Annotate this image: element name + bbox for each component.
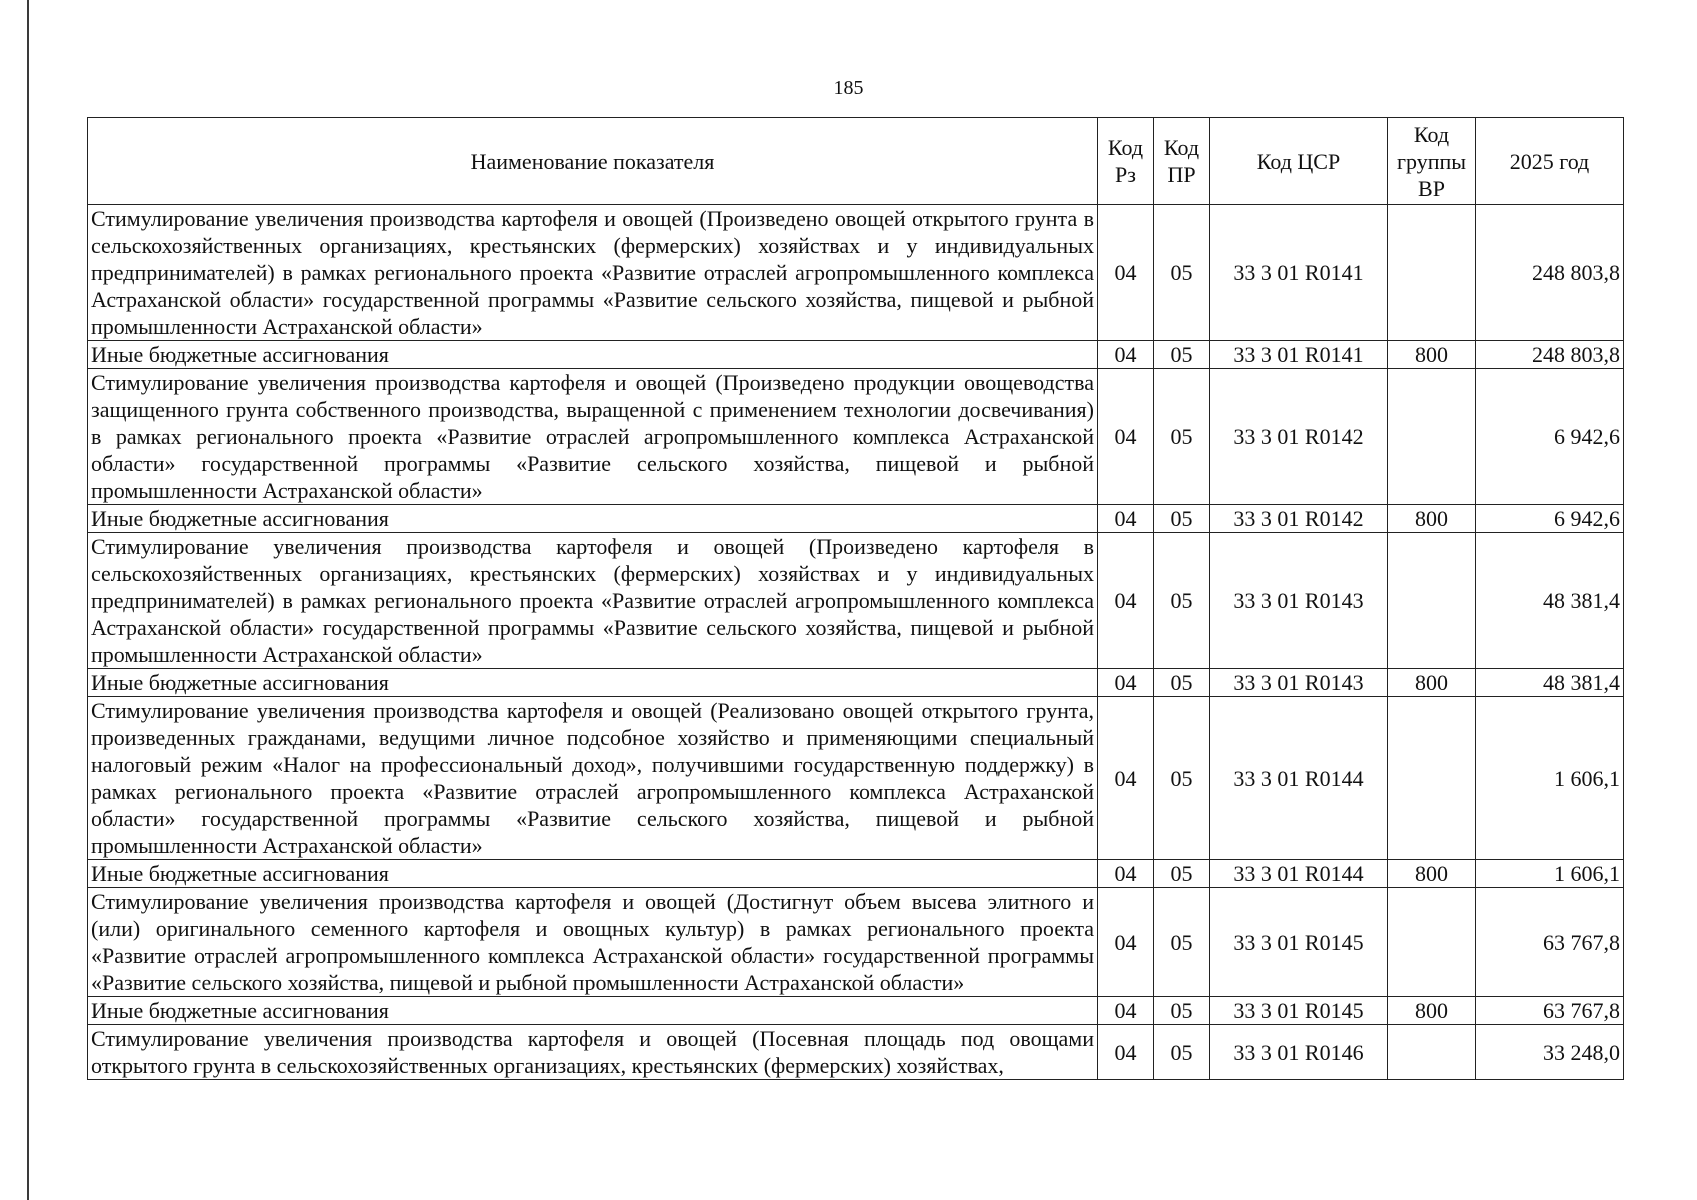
cell-amount: 48 381,4 xyxy=(1476,669,1624,697)
header-name: Наименование показателя xyxy=(88,118,1098,205)
cell-amount: 6 942,6 xyxy=(1476,369,1624,505)
cell-vr: 800 xyxy=(1388,505,1476,533)
cell-pr: 05 xyxy=(1154,888,1210,997)
cell-rz: 04 xyxy=(1098,860,1154,888)
cell-csr: 33 3 01 R0141 xyxy=(1210,205,1388,341)
cell-pr: 05 xyxy=(1154,533,1210,669)
page-left-border-line xyxy=(27,0,29,1200)
table-row xyxy=(88,669,1624,697)
page-number: 185 xyxy=(833,77,864,99)
cell-pr: 05 xyxy=(1154,505,1210,533)
cell-csr: 33 3 01 R0142 xyxy=(1210,369,1388,505)
table-row xyxy=(88,341,1624,369)
table-row xyxy=(88,369,1624,505)
header-pr: Код ПР xyxy=(1154,118,1210,205)
cell-rz: 04 xyxy=(1098,669,1154,697)
cell-amount: 1 606,1 xyxy=(1476,697,1624,860)
cell-rz: 04 xyxy=(1098,369,1154,505)
table-row xyxy=(88,533,1624,669)
cell-vr xyxy=(1388,533,1476,669)
cell-vr xyxy=(1388,1025,1476,1080)
table-row xyxy=(88,697,1624,860)
cell-vr: 800 xyxy=(1388,997,1476,1025)
cell-vr xyxy=(1388,369,1476,505)
cell-name: Стимулирование увеличения производства картофеля и овощей (Достигнут объем высева элитного и (или) оригинального семенного картофеля и овощных культур) в рамках регионального проекта «Развитие отраслей агропромышленного комплекса Астраханской области» государственной программы «Развитие сельского хозяйства, пищевой и рыбной промышленности Астраханской области» xyxy=(88,888,1098,997)
cell-pr: 05 xyxy=(1154,860,1210,888)
cell-vr: 800 xyxy=(1388,860,1476,888)
cell-name: Стимулирование увеличения производства картофеля и овощей (Произведено продукции овощеводства защищенного грунта собственного производства, выращенной с применением технологии досвечивания) в рамках регионального проекта «Развитие отраслей агропромышленного комплекса Астраханской области» государственной программы «Развитие сельского хозяйства, пищевой и рыбной промышленности Астраханской области» xyxy=(88,369,1098,505)
cell-amount: 6 942,6 xyxy=(1476,505,1624,533)
cell-amount: 63 767,8 xyxy=(1476,888,1624,997)
header-csr: Код ЦСР xyxy=(1210,118,1388,205)
cell-vr: 800 xyxy=(1388,341,1476,369)
table-row xyxy=(88,1025,1624,1080)
cell-pr: 05 xyxy=(1154,997,1210,1025)
cell-rz: 04 xyxy=(1098,1025,1154,1080)
cell-vr xyxy=(1388,205,1476,341)
cell-rz: 04 xyxy=(1098,697,1154,860)
cell-name: Стимулирование увеличения производства картофеля и овощей (Произведено овощей открытого грунта в сельскохозяйственных организациях, крестьянских (фермерских) хозяйствах и у индивидуальных предпринимателей) в рамках регионального проекта «Развитие отраслей агропромышленного комплекса Астраханской области» государственной программы «Развитие сельского хозяйства, пищевой и рыбной промышленности Астраханской области» xyxy=(88,205,1098,341)
cell-name: Иные бюджетные ассигнования xyxy=(88,669,1098,697)
cell-pr: 05 xyxy=(1154,205,1210,341)
table-row xyxy=(88,205,1624,341)
cell-amount: 1 606,1 xyxy=(1476,860,1624,888)
cell-csr: 33 3 01 R0146 xyxy=(1210,1025,1388,1080)
cell-amount: 248 803,8 xyxy=(1476,341,1624,369)
cell-name: Стимулирование увеличения производства картофеля и овощей (Посевная площадь под овощами открытого грунта в сельскохозяйственных организациях, крестьянских (фермерских) хозяйствах, xyxy=(88,1025,1098,1080)
cell-pr: 05 xyxy=(1154,369,1210,505)
cell-rz: 04 xyxy=(1098,205,1154,341)
cell-vr: 800 xyxy=(1388,669,1476,697)
table-row xyxy=(88,505,1624,533)
header-year: 2025 год xyxy=(1476,118,1624,205)
cell-csr: 33 3 01 R0144 xyxy=(1210,697,1388,860)
header-rz: Код Рз xyxy=(1098,118,1154,205)
table-row xyxy=(88,860,1624,888)
cell-name: Иные бюджетные ассигнования xyxy=(88,997,1098,1025)
table-row xyxy=(88,888,1624,997)
cell-amount: 63 767,8 xyxy=(1476,997,1624,1025)
cell-amount: 248 803,8 xyxy=(1476,205,1624,341)
cell-pr: 05 xyxy=(1154,697,1210,860)
budget-table xyxy=(87,117,1624,1080)
cell-name: Стимулирование увеличения производства картофеля и овощей (Произведено картофеля в сельскохозяйственных организациях, крестьянских (фермерских) хозяйствах и у индивидуальных предпринимателей) в рамках регионального проекта «Развитие отраслей агропромышленного комплекса Астраханской области» государственной программы «Развитие сельского хозяйства, пищевой и рыбной промышленности Астраханской области» xyxy=(88,533,1098,669)
header-vr: Код группы ВР xyxy=(1388,118,1476,205)
cell-vr xyxy=(1388,888,1476,997)
cell-pr: 05 xyxy=(1154,341,1210,369)
cell-pr: 05 xyxy=(1154,1025,1210,1080)
cell-csr: 33 3 01 R0145 xyxy=(1210,888,1388,997)
table-header-row xyxy=(88,118,1624,205)
cell-rz: 04 xyxy=(1098,888,1154,997)
cell-rz: 04 xyxy=(1098,341,1154,369)
cell-pr: 05 xyxy=(1154,669,1210,697)
cell-name: Иные бюджетные ассигнования xyxy=(88,505,1098,533)
cell-csr: 33 3 01 R0144 xyxy=(1210,860,1388,888)
cell-rz: 04 xyxy=(1098,533,1154,669)
cell-csr: 33 3 01 R0141 xyxy=(1210,341,1388,369)
cell-csr: 33 3 01 R0145 xyxy=(1210,997,1388,1025)
cell-name: Иные бюджетные ассигнования xyxy=(88,860,1098,888)
cell-rz: 04 xyxy=(1098,997,1154,1025)
cell-name: Иные бюджетные ассигнования xyxy=(88,341,1098,369)
cell-vr xyxy=(1388,697,1476,860)
cell-amount: 33 248,0 xyxy=(1476,1025,1624,1080)
cell-amount: 48 381,4 xyxy=(1476,533,1624,669)
table-row xyxy=(88,997,1624,1025)
cell-csr: 33 3 01 R0143 xyxy=(1210,669,1388,697)
cell-rz: 04 xyxy=(1098,505,1154,533)
cell-name: Стимулирование увеличения производства картофеля и овощей (Реализовано овощей открытого грунта, произведенных гражданами, ведущими личное подсобное хозяйство и применяющими специальный налоговый режим «Налог на профессиональный доход», получившими государственную поддержку) в рамках регионального проекта «Развитие отраслей агропромышленного комплекса Астраханской области» государственной программы «Развитие сельского хозяйства, пищевой и рыбной промышленности Астраханской области» xyxy=(88,697,1098,860)
cell-csr: 33 3 01 R0143 xyxy=(1210,533,1388,669)
cell-csr: 33 3 01 R0142 xyxy=(1210,505,1388,533)
